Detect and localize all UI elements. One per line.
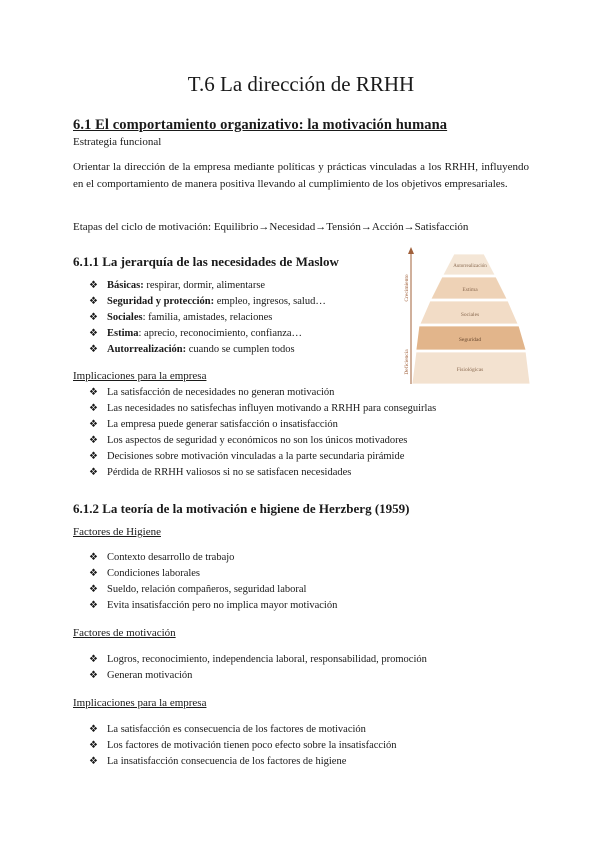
motivation-factors-list [89, 652, 427, 684]
bullet-diamond-icon: ❖ [89, 344, 98, 355]
axis-label-growth: Crecimiento [404, 274, 410, 302]
need-text: : familia, amistades, relaciones [142, 312, 273, 323]
need-text: cuando se cumplen todos [186, 344, 295, 355]
bullet-diamond-icon: ❖ [89, 654, 98, 665]
need-label: Autorrealización: [107, 344, 187, 355]
list-item-text: Las necesidades no satisfechas influyen motivando a RRHH para conseguirlas [107, 403, 437, 414]
bullet-diamond-icon: ❖ [89, 670, 98, 681]
bullet-diamond-icon: ❖ [89, 328, 98, 339]
list-item-text: La insatisfacción consecuencia de los factores de higiene [107, 756, 347, 767]
list-item [89, 326, 326, 342]
maslow-needs-list [89, 278, 326, 358]
page-title: T.6 La dirección de RRHH [187, 72, 415, 96]
bullet-diamond-icon: ❖ [89, 280, 98, 291]
pyramid-label: Seguridad [458, 337, 482, 343]
list-item [89, 417, 436, 433]
list-item [89, 550, 337, 566]
list-item [89, 668, 427, 684]
list-item-text: Los aspectos de seguridad y económicos no son los únicos motivadores [107, 435, 408, 446]
list-item [89, 652, 427, 668]
bullet-diamond-icon: ❖ [89, 724, 98, 735]
bullet-diamond-icon: ❖ [89, 387, 98, 398]
need-label: Estima [107, 328, 139, 339]
pyramid-label: Autorrealización [453, 264, 487, 269]
arrow-up-icon [408, 247, 414, 254]
pyramid-label: Sociales [460, 312, 480, 318]
need-text: respirar, dormir, alimentarse [143, 280, 266, 291]
maslow-implications-title: Implicaciones para la empresa [73, 370, 207, 382]
bullet-diamond-icon: ❖ [89, 312, 98, 323]
maslow-heading: 6.1.1 La jerarquía de las necesidades de Maslow [73, 254, 339, 269]
bullet-diamond-icon: ❖ [89, 756, 98, 767]
maslow-pyramid-diagram [404, 244, 530, 392]
list-item-text: Decisiones sobre motivación vinculadas a la parte secundaria pirámide [107, 451, 405, 462]
list-item [89, 738, 397, 754]
herzberg-heading: 6.1.2 La teoría de la motivación e higiene de Herzberg (1959) [73, 501, 410, 516]
list-item [89, 310, 326, 326]
section-subtitle: Estrategia funcional [73, 136, 162, 148]
list-item-text: La empresa puede generar satisfacción o insatisfacción [107, 419, 338, 430]
herzberg-implications-list [89, 722, 397, 770]
bullet-diamond-icon: ❖ [89, 467, 98, 478]
list-item [89, 598, 337, 614]
bullet-diamond-icon: ❖ [89, 568, 98, 579]
need-text: empleo, ingresos, salud… [214, 296, 326, 307]
need-label: Sociales [107, 312, 143, 323]
need-label: Seguridad y protección: [107, 296, 215, 307]
list-item-text: Logros, reconocimiento, independencia laboral, responsabilidad, promoción [107, 654, 427, 665]
hygiene-factors-list [89, 550, 337, 614]
pyramid-label: Estima [462, 287, 478, 293]
list-item-text: Pérdida de RRHH valiosos si no se satisfacen necesidades [107, 467, 352, 478]
bullet-diamond-icon: ❖ [89, 584, 98, 595]
bullet-diamond-icon: ❖ [89, 296, 98, 307]
list-item [89, 278, 326, 294]
list-item-text: Condiciones laborales [107, 568, 201, 579]
axis-label-deficiency: Deficiencia [404, 349, 410, 375]
list-item-text: Evita insatisfacción pero no implica mayor motivación [107, 600, 338, 611]
list-item [89, 433, 436, 449]
section-heading-6-1: 6.1 El comportamiento organizativo: la motivación humana [73, 117, 448, 133]
bullet-diamond-icon: ❖ [89, 451, 98, 462]
maslow-implications-list [89, 385, 436, 481]
need-text: : aprecio, reconocimiento, confianza… [138, 328, 303, 339]
list-item-text: Contexto desarrollo de trabajo [107, 552, 235, 563]
bullet-diamond-icon: ❖ [89, 600, 98, 611]
herzberg-implications-title: Implicaciones para la empresa [73, 697, 207, 709]
list-item [89, 294, 326, 310]
list-item [89, 722, 397, 738]
motivation-factors-title: Factores de motivación [73, 627, 176, 639]
need-label: Básicas: [107, 280, 144, 291]
intro-paragraph: Orientar la dirección de la empresa mediante políticas y prácticas vinculadas a los RRHH, influyendo en el comportamiento de manera positiva llevando al cumplimiento de los objetivos empresariales. [73, 161, 529, 190]
bullet-diamond-icon: ❖ [89, 419, 98, 430]
bullet-diamond-icon: ❖ [89, 740, 98, 751]
hygiene-factors-title: Factores de Higiene [73, 526, 161, 538]
list-item-text: Generan motivación [107, 670, 193, 681]
list-item [89, 754, 397, 770]
list-item [89, 465, 436, 481]
list-item [89, 582, 337, 598]
bullet-diamond-icon: ❖ [89, 403, 98, 414]
list-item [89, 385, 436, 401]
list-item-text: La satisfacción es consecuencia de los factores de motivación [107, 724, 366, 735]
list-item [89, 401, 436, 417]
list-item [89, 449, 436, 465]
pyramid-label: Fisiológicas [456, 367, 484, 373]
bullet-diamond-icon: ❖ [89, 552, 98, 563]
motivation-cycle: Etapas del ciclo de motivación: Equilibrio→Necesidad→Tensión→Acción→Satisfacción [73, 221, 469, 233]
list-item-text: Sueldo, relación compañeros, seguridad laboral [107, 584, 307, 595]
list-item-text: La satisfacción de necesidades no generan motivación [107, 387, 335, 398]
list-item [89, 342, 326, 358]
list-item-text: Los factores de motivación tienen poco efecto sobre la insatisfacción [107, 740, 397, 751]
list-item [89, 566, 337, 582]
bullet-diamond-icon: ❖ [89, 435, 98, 446]
